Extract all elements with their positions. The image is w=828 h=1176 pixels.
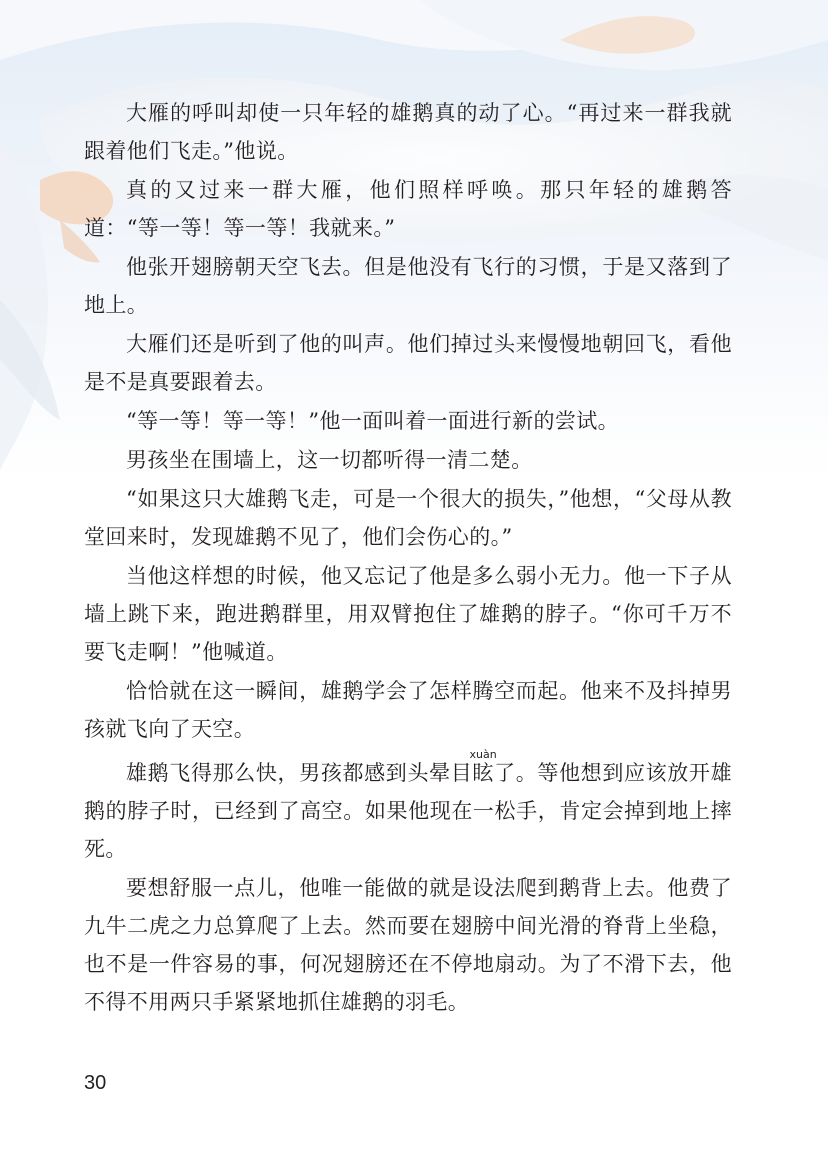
paragraph-6: 男孩坐在围墙上，这一切都听得一清二楚。 <box>126 448 533 472</box>
annotated-character: 眩 <box>469 761 497 785</box>
paragraph-1: 大雁的呼叫却使一只年轻的雄鹅真的动了心。“再过来一群我就跟着他们飞走。”他说。 <box>84 101 732 163</box>
paragraph-10-text-before: 雄鹅飞得那么快，男孩都感到头晕目 <box>126 761 473 785</box>
paragraph-2: 真的又过来一群大雁，他们照样呼唤。那只年轻的雄鹅答道：“等一等！等一等！我就来。” <box>84 178 732 240</box>
story-text <box>84 94 732 1021</box>
paragraph-10-with-pinyin <box>84 749 732 868</box>
page-number: 30 <box>84 1072 107 1094</box>
paragraph-5: “等一等！等一等！”他一面叫着一面进行新的尝试。 <box>126 409 620 433</box>
paragraph-7: “如果这只大雄鹅飞走，可是一个很大的损失，”他想，“父母从教堂回来时，发现雄鹅不见了，他们会伤心的。” <box>84 487 732 549</box>
pinyin-annotated-character <box>469 748 497 785</box>
paragraph-11: 要想舒服一点儿，他唯一能做的就是设法爬到鹅背上去。他费了九牛二虎之力总算爬了上去。然而要在翅膀中间光滑的脊背上坐稳，也不是一件容易的事，何况翅膀还在不停地扇动。为了不滑下去，他不得不用两只手紧紧地抓住雄鹅的羽毛。 <box>84 876 732 1014</box>
pinyin-annotation: xuàn <box>469 748 497 761</box>
paragraph-9: 恰恰就在这一瞬间，雄鹅学会了怎样腾空而起。他来不及抖掉男孩就飞向了天空。 <box>84 679 732 741</box>
paragraph-10-text-after: 了。等他想到应该放开雄鹅的脖子时，已经到了高空。如果他现在一松手，肯定会掉到地上摔死。 <box>84 761 732 861</box>
paragraph-3: 他张开翅膀朝天空飞去。但是他没有飞行的习惯，于是又落到了地上。 <box>84 255 732 317</box>
paragraph-4: 大雁们还是听到了他的叫声。他们掉过头来慢慢地朝回飞，看他是不是真要跟着去。 <box>84 332 732 394</box>
paragraph-8: 当他这样想的时候，他又忘记了他是多么弱小无力。他一下子从墙上跳下来，跑进鹅群里，用双臂抱住了雄鹅的脖子。“你可千万不要飞走啊！”他喊道。 <box>84 564 732 664</box>
